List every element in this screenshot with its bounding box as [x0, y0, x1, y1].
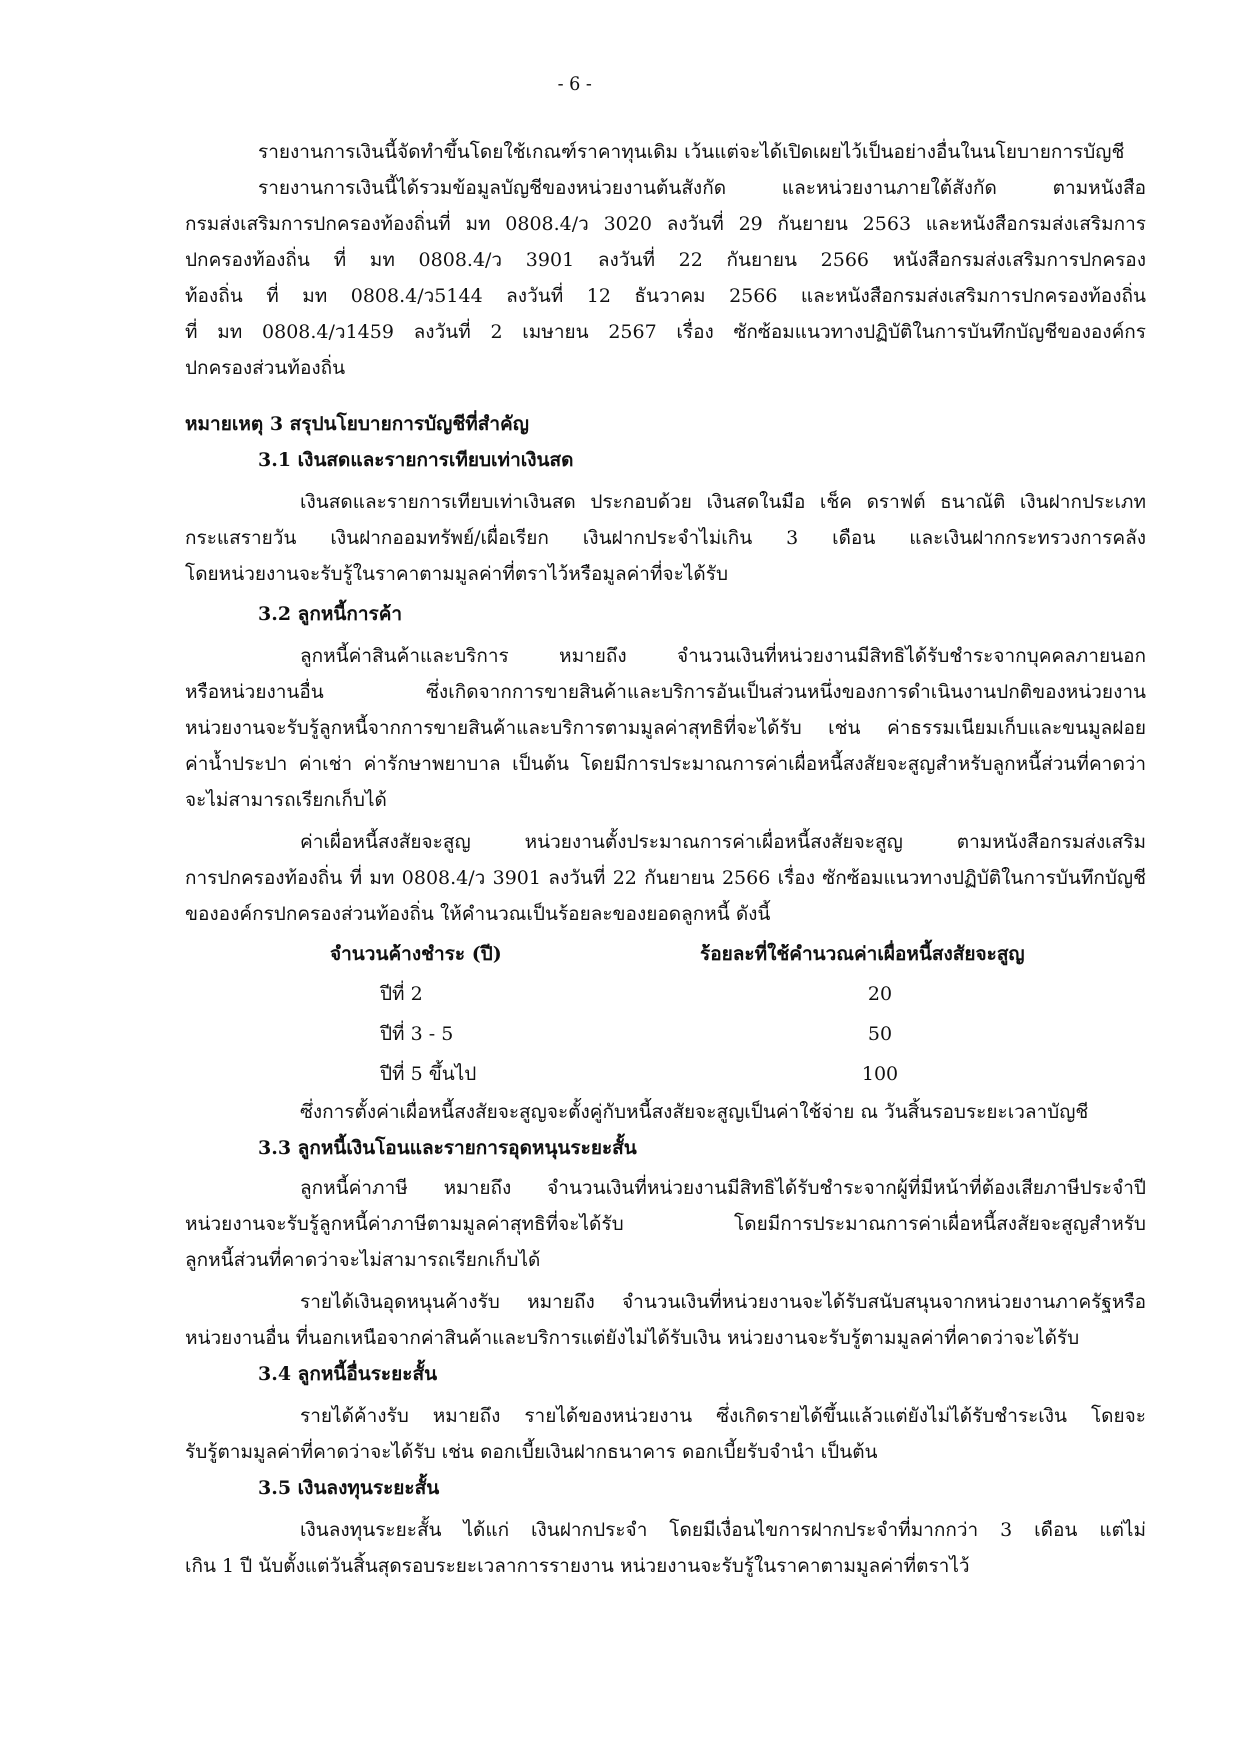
section-3-2-heading: 3.2 ลูกหนี้การค้า: [258, 603, 403, 625]
section-3-3-heading: 3.3 ลูกหนี้เงินโอนและรายการอุดหนุนระยะสั้น: [258, 1137, 637, 1159]
section-3-3-line: ลูกหนี้ค่าภาษี หมายถึง จำนวนเงินที่หน่วยงานมีสิทธิได้รับชำระจากผู้ที่มีหน้าที่ต้องเสียภาษีประจำปี: [300, 1177, 1146, 1199]
section-3-2-line: ขององค์กรปกครองส่วนท้องถิ่น ให้คำนวณเป็นร้อยละของยอดลูกหนี้ ดังนี้: [185, 903, 771, 925]
section-3-1-line: โดยหน่วยงานจะรับรู้ในราคาตามมูลค่าที่ตราไว้หรือมูลค่าที่จะได้รับ: [185, 563, 729, 585]
table-header: จำนวนค้างชำระ (ปี): [330, 943, 502, 965]
section-3-2-line: หรือหน่วยงานอื่น ซึ่งเกิดจากการขายสินค้าและบริการอันเป็นส่วนหนึ่งของการดำเนินงานปกติของหน่วยงาน: [185, 681, 1146, 703]
table-cell-percent: 20: [867, 983, 893, 1005]
section-3-2-line: ค่าน้ำประปา ค่าเช่า ค่ารักษาพยาบาล เป็นต้น โดยมีการประมาณการค่าเผื่อหนี้สงสัยจะสูญสำหรับลูกหนี้ส่วนที่คาดว่า: [185, 753, 1146, 775]
table-header: ร้อยละที่ใช้คำนวณค่าเผื่อหนี้สงสัยจะสูญ: [700, 943, 1025, 965]
section-3-2-line: ลูกหนี้ค่าสินค้าและบริการ หมายถึง จำนวนเงินที่หน่วยงานมีสิทธิได้รับชำระจากบุคคลภายนอก: [300, 645, 1146, 667]
section-3-1-line: เงินสดและรายการเทียบเท่าเงินสด ประกอบด้วย เงินสดในมือ เช็ค ดราฟต์ ธนาณัติ เงินฝากประเภท: [300, 491, 1146, 513]
section-3-5-heading: 3.5 เงินลงทุนระยะสั้น: [258, 1477, 440, 1499]
section-3-3-line: รายได้เงินอุดหนุนค้างรับ หมายถึง จำนวนเงินที่หน่วยงานจะได้รับสนับสนุนจากหน่วยงานภาครัฐหรือ: [300, 1291, 1146, 1313]
section-3-4-line: รายได้ค้างรับ หมายถึง รายได้ของหน่วยงาน ซึ่งเกิดรายได้ขึ้นแล้วแต่ยังไม่ได้รับชำระเงิน โดยจะ: [300, 1405, 1146, 1427]
intro-line: กรมส่งเสริมการปกครองท้องถิ่นที่ มท 0808.4/ว 3020 ลงวันที่ 29 กันยายน 2563 และหนังสือกรมส่งเสริมการ: [185, 213, 1146, 235]
table-cell-percent: 100: [861, 1063, 899, 1085]
intro-line: ที่ มท 0808.4/ว1459 ลงวันที่ 2 เมษายน 2567 เรื่อง ซักซ้อมแนวทางปฏิบัติในการบันทึกบัญชีขององค์กร: [185, 321, 1146, 343]
section-3-3-line: ลูกหนี้ส่วนที่คาดว่าจะไม่สามารถเรียกเก็บได้: [185, 1249, 541, 1271]
note-heading: หมายเหตุ 3 สรุปนโยบายการบัญชีที่สำคัญ: [185, 413, 529, 435]
intro-line: ปกครองท้องถิ่น ที่ มท 0808.4/ว 3901 ลงวันที่ 22 กันยายน 2566 หนังสือกรมส่งเสริมการปกครอง: [185, 249, 1146, 271]
section-3-2-line: ค่าเผื่อหนี้สงสัยจะสูญ หน่วยงานตั้งประมาณการค่าเผื่อหนี้สงสัยจะสูญ ตามหนังสือกรมส่งเสริม: [300, 831, 1146, 853]
table-cell-years: ปีที่ 2: [380, 983, 423, 1005]
section-3-2-line: หน่วยงานจะรับรู้ลูกหนี้จากการขายสินค้าและบริการตามมูลค่าสุทธิที่จะได้รับ เช่น ค่าธรรมเนียมเก็บและขนมูลฝอย: [185, 717, 1146, 739]
section-3-1-heading: 3.1 เงินสดและรายการเทียบเท่าเงินสด: [258, 449, 574, 471]
table-cell-percent: 50: [867, 1023, 893, 1045]
section-3-4-heading: 3.4 ลูกหนี้อื่นระยะสั้น: [258, 1363, 438, 1385]
table-cell-years: ปีที่ 5 ขึ้นไป: [380, 1063, 477, 1085]
section-3-2-line: การปกครองท้องถิ่น ที่ มท 0808.4/ว 3901 ลงวันที่ 22 กันยายน 2566 เรื่อง ซักซ้อมแนวทางปฏิบัติในการบันทึกบัญชี: [185, 867, 1146, 889]
section-3-3-line: หน่วยงานอื่น ที่นอกเหนือจากค่าสินค้าและบริการแต่ยังไม่ได้รับเงิน หน่วยงานจะรับรู้ตามมูลค่าที่คาดว่าจะได้รับ: [185, 1327, 1080, 1349]
intro-line: ท้องถิ่น ที่ มท 0808.4/ว5144 ลงวันที่ 12 ธันวาคม 2566 และหนังสือกรมส่งเสริมการปกครองท้องถิ่น: [185, 285, 1146, 307]
page-number: - 6 -: [557, 73, 592, 95]
section-3-2-line: จะไม่สามารถเรียกเก็บได้: [185, 789, 387, 811]
section-3-5-line: เงินลงทุนระยะสั้น ได้แก่ เงินฝากประจำ โดยมีเงื่อนไขการฝากประจำที่มากกว่า 3 เดือน แต่ไม่: [300, 1519, 1146, 1541]
section-3-1-line: กระแสรายวัน เงินฝากออมทรัพย์/เผื่อเรียก เงินฝากประจำไม่เกิน 3 เดือน และเงินฝากกระทรวงการคลัง: [185, 527, 1146, 549]
section-3-3-line: หน่วยงานจะรับรู้ลูกหนี้ค่าภาษีตามมูลค่าสุทธิที่จะได้รับ โดยมีการประมาณการค่าเผื่อหนี้สงสัยจะสูญสำหรับ: [185, 1213, 1146, 1235]
section-3-2-closing: ซึ่งการตั้งค่าเผื่อหนี้สงสัยจะสูญจะตั้งคู่กับหนี้สงสัยจะสูญเป็นค่าใช้จ่าย ณ วันสิ้นรอบระยะเวลาบัญชี: [300, 1101, 1089, 1123]
intro-line: ปกครองส่วนท้องถิ่น: [185, 357, 346, 379]
intro-line: รายงานการเงินนี้จัดทำขึ้นโดยใช้เกณฑ์ราคาทุนเดิม เว้นแต่จะได้เปิดเผยไว้เป็นอย่างอื่นในนโยบายการบัญชี: [258, 141, 1125, 163]
table-cell-years: ปีที่ 3 - 5: [380, 1023, 454, 1045]
section-3-5-line: เกิน 1 ปี นับตั้งแต่วันสิ้นสุดรอบระยะเวลาการรายงาน หน่วยงานจะรับรู้ในราคาตามมูลค่าที่ตราไว้: [185, 1555, 970, 1577]
intro-line: รายงานการเงินนี้ได้รวมข้อมูลบัญชีของหน่วยงานต้นสังกัด และหน่วยงานภายใต้สังกัด ตามหนังสือ: [258, 177, 1146, 199]
section-3-4-line: รับรู้ตามมูลค่าที่คาดว่าจะได้รับ เช่น ดอกเบี้ยเงินฝากธนาคาร ดอกเบี้ยรับจำนำ เป็นต้น: [185, 1441, 878, 1463]
